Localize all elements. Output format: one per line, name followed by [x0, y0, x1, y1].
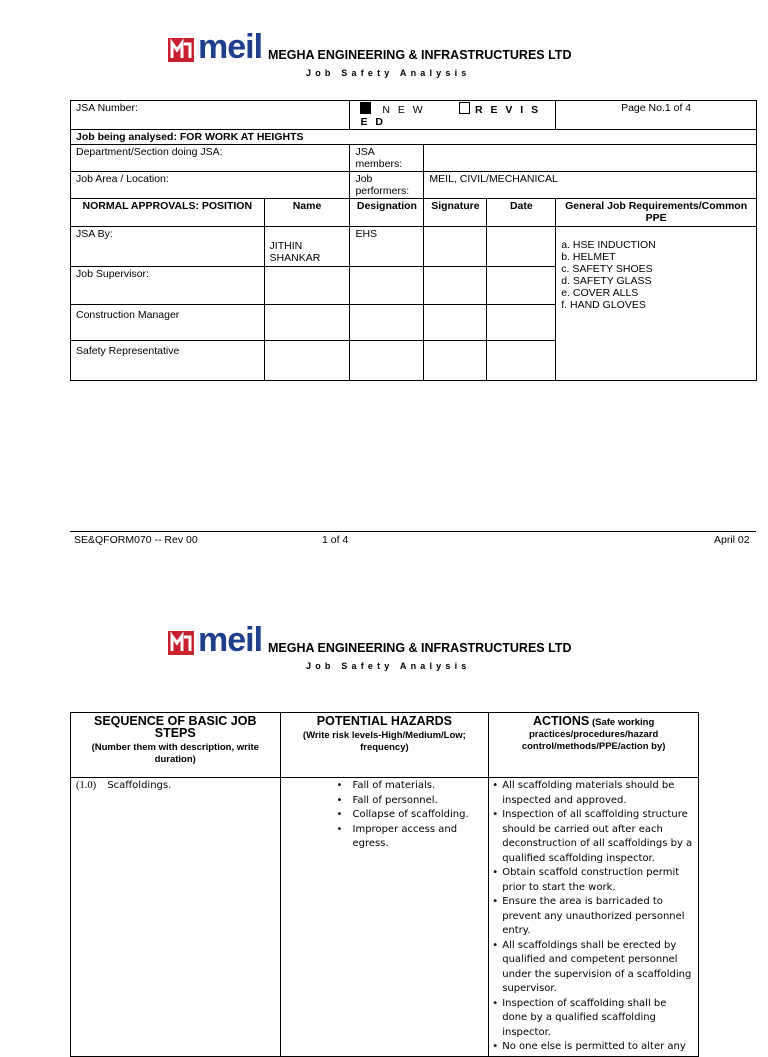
list-item: f. HAND GLOVES — [561, 299, 646, 311]
approval-position: JSA By: — [71, 227, 265, 267]
doc-title: Job Safety Analysis — [306, 661, 471, 671]
list-item: d. SAFETY GLASS — [561, 275, 652, 287]
list-item: • Inspection of all scaffolding structure should be carried out after each deconstruction of all scaffoldings by a qualified scaffolding inspector. — [492, 808, 693, 866]
approval-designation: EHS — [350, 227, 424, 267]
hazards-subtitle: (Write risk levels-High/Medium/Low; frequency) — [302, 730, 466, 753]
jsa-steps-table — [70, 712, 699, 1057]
revised-checkbox[interactable] — [459, 102, 470, 114]
col-steps-header — [71, 713, 281, 778]
col-hazards-header — [280, 713, 489, 778]
col-date-header: Date — [487, 199, 556, 227]
jsa-header-table — [70, 100, 757, 381]
ppe-list — [556, 227, 757, 381]
jsa-members-value — [424, 145, 757, 172]
footer-page: 1 of 4 — [322, 534, 349, 546]
actions-cell — [489, 778, 699, 1057]
list-item: • Inspection of scaffolding shall be done by a qualified scaffolding inspector. — [492, 997, 693, 1041]
approval-signature — [424, 341, 487, 381]
approval-date — [487, 305, 556, 341]
col-name-header: Name — [264, 199, 350, 227]
steps-subtitle: (Number them with description, write duration) — [91, 742, 259, 765]
form-code: SE&QFORM070 -- Rev 00 — [74, 534, 198, 546]
actions-subtitle: practices/procedures/hazard control/methods/PPE/action by) — [521, 729, 666, 752]
col-signature-header: Signature — [424, 199, 487, 227]
approval-designation — [350, 267, 424, 305]
steps-title: SEQUENCE OF BASIC JOB STEPS — [93, 714, 257, 740]
status-cell — [350, 101, 556, 130]
footer-divider — [70, 531, 756, 532]
list-item: c. SAFETY SHOES — [561, 263, 653, 275]
approval-signature — [424, 305, 487, 341]
hazards-title: POTENTIAL HAZARDS — [316, 714, 452, 728]
approval-date — [487, 267, 556, 305]
approval-date — [487, 227, 556, 267]
col-position-header: NORMAL APPROVALS: POSITION — [71, 199, 265, 227]
step-cell — [71, 778, 281, 1057]
new-checkbox[interactable] — [360, 102, 371, 114]
company-name: MEGHA ENGINEERING & INFRASTRUCTURES LTD — [268, 48, 572, 62]
logo-text: meil — [198, 28, 263, 66]
list-item: • Ensure the area is barricaded to prevent any unauthorized personnel entry. — [492, 895, 693, 939]
list-item: • Fall of materials. — [333, 779, 484, 794]
list-item: b. HELMET — [561, 251, 616, 263]
approval-signature — [424, 227, 487, 267]
actions-subtitle-inline: (Safe working — [591, 717, 655, 728]
list-item: • Obtain scaffold construction permit prior to start the work. — [492, 866, 693, 895]
list-item: e. COVER ALLS — [561, 287, 639, 299]
jsa-members-label: JSA members: — [350, 145, 424, 172]
table-row — [71, 227, 757, 267]
step-number: (1.0) — [76, 780, 97, 791]
list-item: • All scaffolding materials should be inspected and approved. — [492, 779, 693, 808]
company-name: MEGHA ENGINEERING & INFRASTRUCTURES LTD — [268, 641, 572, 655]
page-2 — [0, 560, 768, 1052]
approval-date — [487, 341, 556, 381]
department-label: Department/Section doing JSA: — [71, 145, 350, 172]
meil-logo-icon — [168, 629, 196, 657]
approval-designation — [350, 305, 424, 341]
col-designation-header: Designation — [350, 199, 424, 227]
col-actions-header — [489, 713, 699, 778]
approval-signature — [424, 267, 487, 305]
list-item: • No one else is permitted to alter any — [492, 1040, 693, 1055]
approval-designation — [350, 341, 424, 381]
footer-date: April 02 — [714, 534, 750, 546]
col-requirements-header: General Job Requirements/Common PPE — [556, 199, 757, 227]
approval-position: Construction Manager — [71, 305, 265, 341]
logo-text: meil — [198, 621, 263, 659]
status-revised-label: R E V I S E D — [360, 104, 541, 128]
job-analysed: Job being analysed: FOR WORK AT HEIGHTS — [71, 130, 757, 145]
jsa-number-label: JSA Number: — [71, 101, 350, 130]
actions-title: ACTIONS — [532, 714, 590, 728]
step-text: Scaffoldings. — [107, 780, 172, 791]
list-item: • All scaffoldings shall be erected by qualified and competent personnel under the supervision of a scaffolding supervisor. — [492, 939, 693, 997]
job-performers-label: Job performers: — [350, 172, 424, 199]
hazards-cell — [280, 778, 489, 1057]
approval-position: Job Supervisor: — [71, 267, 265, 305]
list-item: • Fall of personnel. — [333, 794, 484, 809]
approval-name — [264, 305, 350, 341]
approval-position: Safety Representative — [71, 341, 265, 381]
approval-name: JITHIN SHANKAR — [264, 227, 350, 267]
approval-name — [264, 267, 350, 305]
status-new-label: N E W — [382, 104, 426, 116]
job-area-label: Job Area / Location: — [71, 172, 350, 199]
doc-title: Job Safety Analysis — [306, 68, 471, 78]
meil-logo-icon — [168, 36, 196, 64]
page-number: Page No.1 of 4 — [556, 101, 757, 130]
job-performers-value: MEIL, CIVIL/MECHANICAL — [424, 172, 757, 199]
table-row — [71, 778, 699, 1057]
approval-name — [264, 341, 350, 381]
list-item: • Collapse of scaffolding. — [333, 808, 484, 823]
list-item: a. HSE INDUCTION — [561, 239, 656, 251]
list-item: • Improper access and egress. — [333, 823, 484, 852]
